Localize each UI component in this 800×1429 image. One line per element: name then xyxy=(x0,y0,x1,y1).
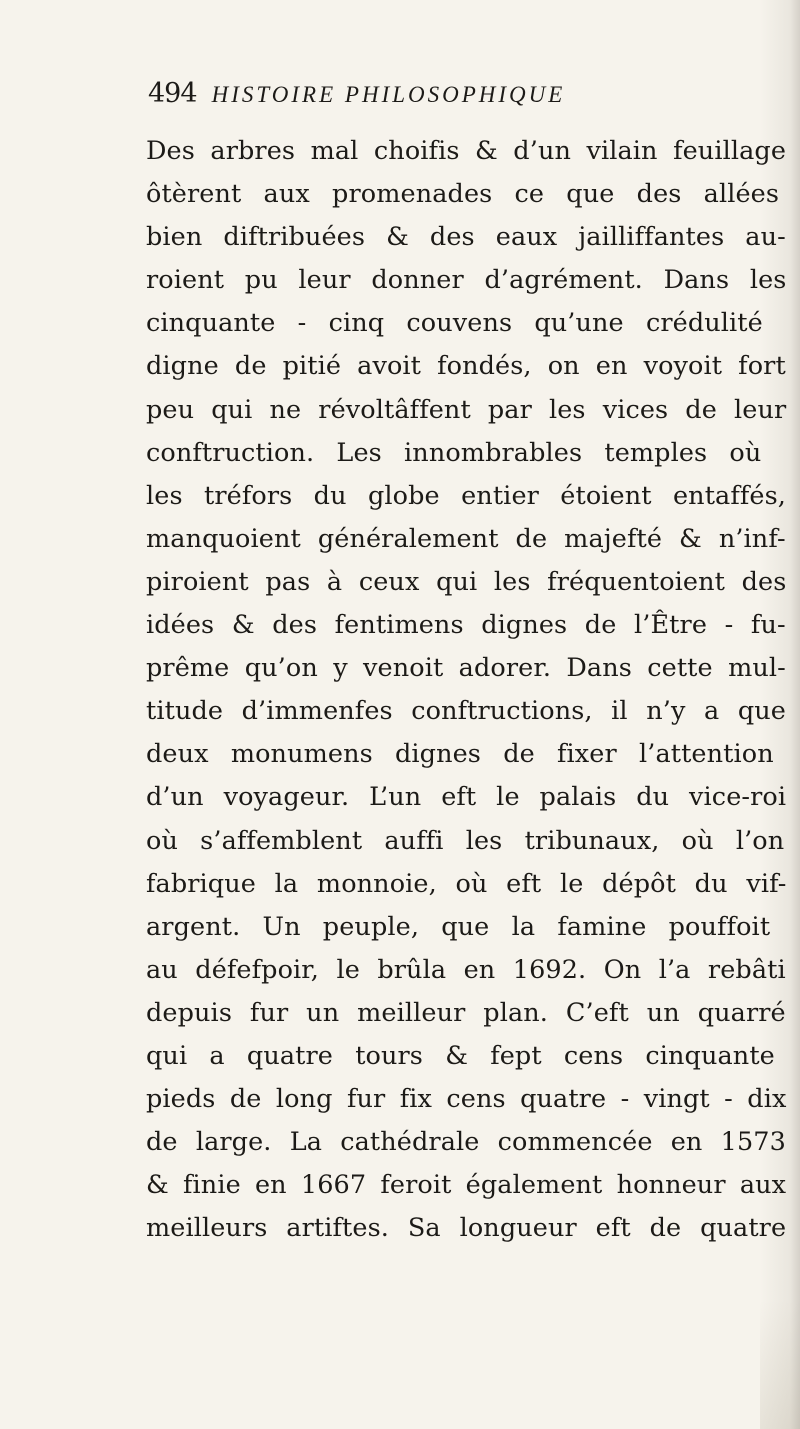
running-title: HISTOIRE PHILOSOPHIQUE xyxy=(211,82,566,107)
text-line: les tréfors du globe entier étoient entaffés, xyxy=(146,480,786,511)
body-text xyxy=(146,130,786,1250)
text-line: ôtèrent aux promenades ce que des allées xyxy=(146,179,780,210)
page-edge-shadow xyxy=(760,1300,800,1429)
text-line: meilleurs artiftes. Sa longueur eft de quatre xyxy=(146,1213,787,1244)
text-line: digne de pitié avoit fondés, on en voyoit fort xyxy=(146,351,786,382)
running-head xyxy=(148,78,748,122)
text-line: bien diftribuées & des eaux jailliffantes au- xyxy=(146,222,786,253)
text-line: conftruction. Les innombrables temples où xyxy=(146,437,762,468)
text-line: cinquante - cinq couvens qu’une crédulité xyxy=(146,308,763,339)
text-line: depuis fur un meilleur plan. C’eft un quarré xyxy=(146,997,786,1028)
text-line: roient pu leur donner d’agrément. Dans les xyxy=(146,265,787,296)
text-line: argent. Un peuple, que la famine pouffoit xyxy=(146,911,771,942)
text-line: fabrique la monnoie, où eft le dépôt du vif- xyxy=(146,868,787,899)
text-line: piroient pas à ceux qui les fréquentoient des xyxy=(146,566,787,597)
text-line: où s’affemblent auffi les tribunaux, où l’on xyxy=(146,825,785,856)
text-line: qui a quatre tours & fept cens cinquante xyxy=(146,1040,775,1071)
text-line: de large. La cathédrale commencée en 1573 xyxy=(146,1127,786,1158)
text-line: prême qu’on y venoit adorer. Dans cette mul- xyxy=(146,653,786,684)
text-line: peu qui ne révoltâffent par les vices de leur xyxy=(146,394,787,425)
text-line: d’un voyageur. L’un eft le palais du vice-roi xyxy=(146,782,787,813)
text-line: deux monumens dignes de fixer l’attention xyxy=(146,739,774,770)
text-line: au défefpoir, le brûla en 1692. On l’a rebâti xyxy=(146,954,786,985)
text-line: idées & des fentimens dignes de l’Être - fu- xyxy=(146,610,786,641)
text-line: pieds de long fur fix cens quatre - vingt - dix xyxy=(146,1084,787,1115)
text-line: manquoient généralement de majefté & n’inf- xyxy=(146,523,786,554)
text-line: Des arbres mal choifis & d’un vilain feuillage xyxy=(146,136,787,166)
text-line: & finie en 1667 feroit également honneur aux xyxy=(146,1170,787,1201)
page-number: 494 xyxy=(148,78,197,109)
text-line: titude d’immenfes conftructions, il n’y a que xyxy=(146,696,786,727)
